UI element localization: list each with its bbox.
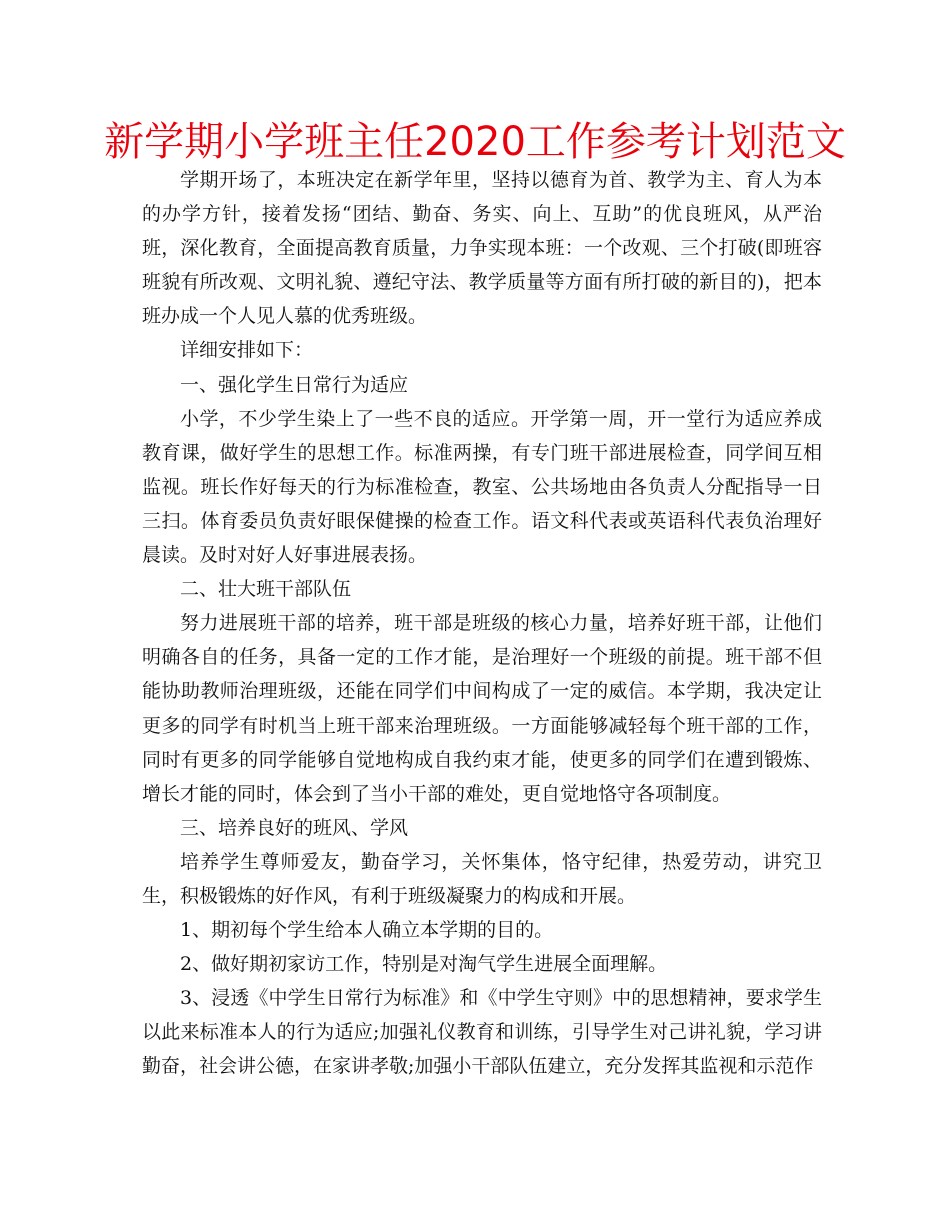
paragraph-arrangement: 详细安排如下： bbox=[180, 339, 314, 362]
section-heading-3: 三、培养良好的班风、学风 bbox=[180, 816, 409, 839]
list-item-3: 3、浸透《中学生日常行为标准》和《中学生守则》中的思想精神，要求学生以此来标准本人的行为适应;加强礼仪教育和训练，引导学生对己讲礼貌，学习讲勤奋，社会讲公德，在家讲孝敬;加强小干部队伍建立，充分发挥其监视和示范作 bbox=[142, 987, 822, 1078]
section-heading-1: 一、强化学生日常行为适应 bbox=[180, 373, 409, 396]
document-title: 新学期小学班主任2020工作参考计划范文 bbox=[104, 119, 846, 165]
paragraph-intro: 学期开场了，本班决定在新学年里，坚持以德育为首、教学为主、育人为本的办学方针，接着发扬“团结、勤奋、务实、向上、互助”的优良班风，从严治班，深化教育，全面提高教育质量，力争实现本班：一个改观、三个打破(即班容班貌有所改观、文明礼貌、遵纪守法、教学质量等方面有所打破的新目的)，把本班办成一个人见人慕的优秀班级。 bbox=[142, 169, 822, 328]
document-body bbox=[142, 163, 822, 1084]
list-item-2: 2、做好期初家访工作，特别是对淘气学生进展全面理解。 bbox=[180, 953, 668, 976]
paragraph-section-2: 努力进展班干部的培养，班干部是班级的核心力量，培养好班干部，让他们明确各自的任务，具备一定的工作才能，是治理好一个班级的前提。班干部不但能协助教师治理班级，还能在同学们中间构成了一定的威信。本学期，我决定让更多的同学有时机当上班干部来治理班级。一方面能够减轻每个班干部的工作，同时有更多的同学能够自觉地构成自我约束才能，使更多的同学们在遭到锻炼、增长才能的同时，体会到了当小干部的难处，更自觉地恪守各项制度。 bbox=[142, 612, 822, 805]
list-item-1: 1、期初每个学生给本人确立本学期的目的。 bbox=[180, 919, 554, 942]
paragraph-section-3: 培养学生尊师爱友，勤奋学习，关怀集体，恪守纪律，热爱劳动，讲究卫生，积极锻炼的好作风，有利于班级凝聚力的构成和开展。 bbox=[142, 850, 822, 907]
section-heading-2: 二、壮大班干部队伍 bbox=[180, 578, 352, 601]
paragraph-section-1: 小学，不少学生染上了一些不良的适应。开学第一周，开一堂行为适应养成教育课，做好学生的思想工作。标准两操，有专门班干部进展检查，同学间互相监视。班长作好每天的行为标准检查，教室、公共场地由各负责人分配指导一日三扫。体育委员负责好眼保健操的检查工作。语文科代表或英语科代表负治理好晨读。及时对好人好事进展表扬。 bbox=[142, 407, 822, 567]
